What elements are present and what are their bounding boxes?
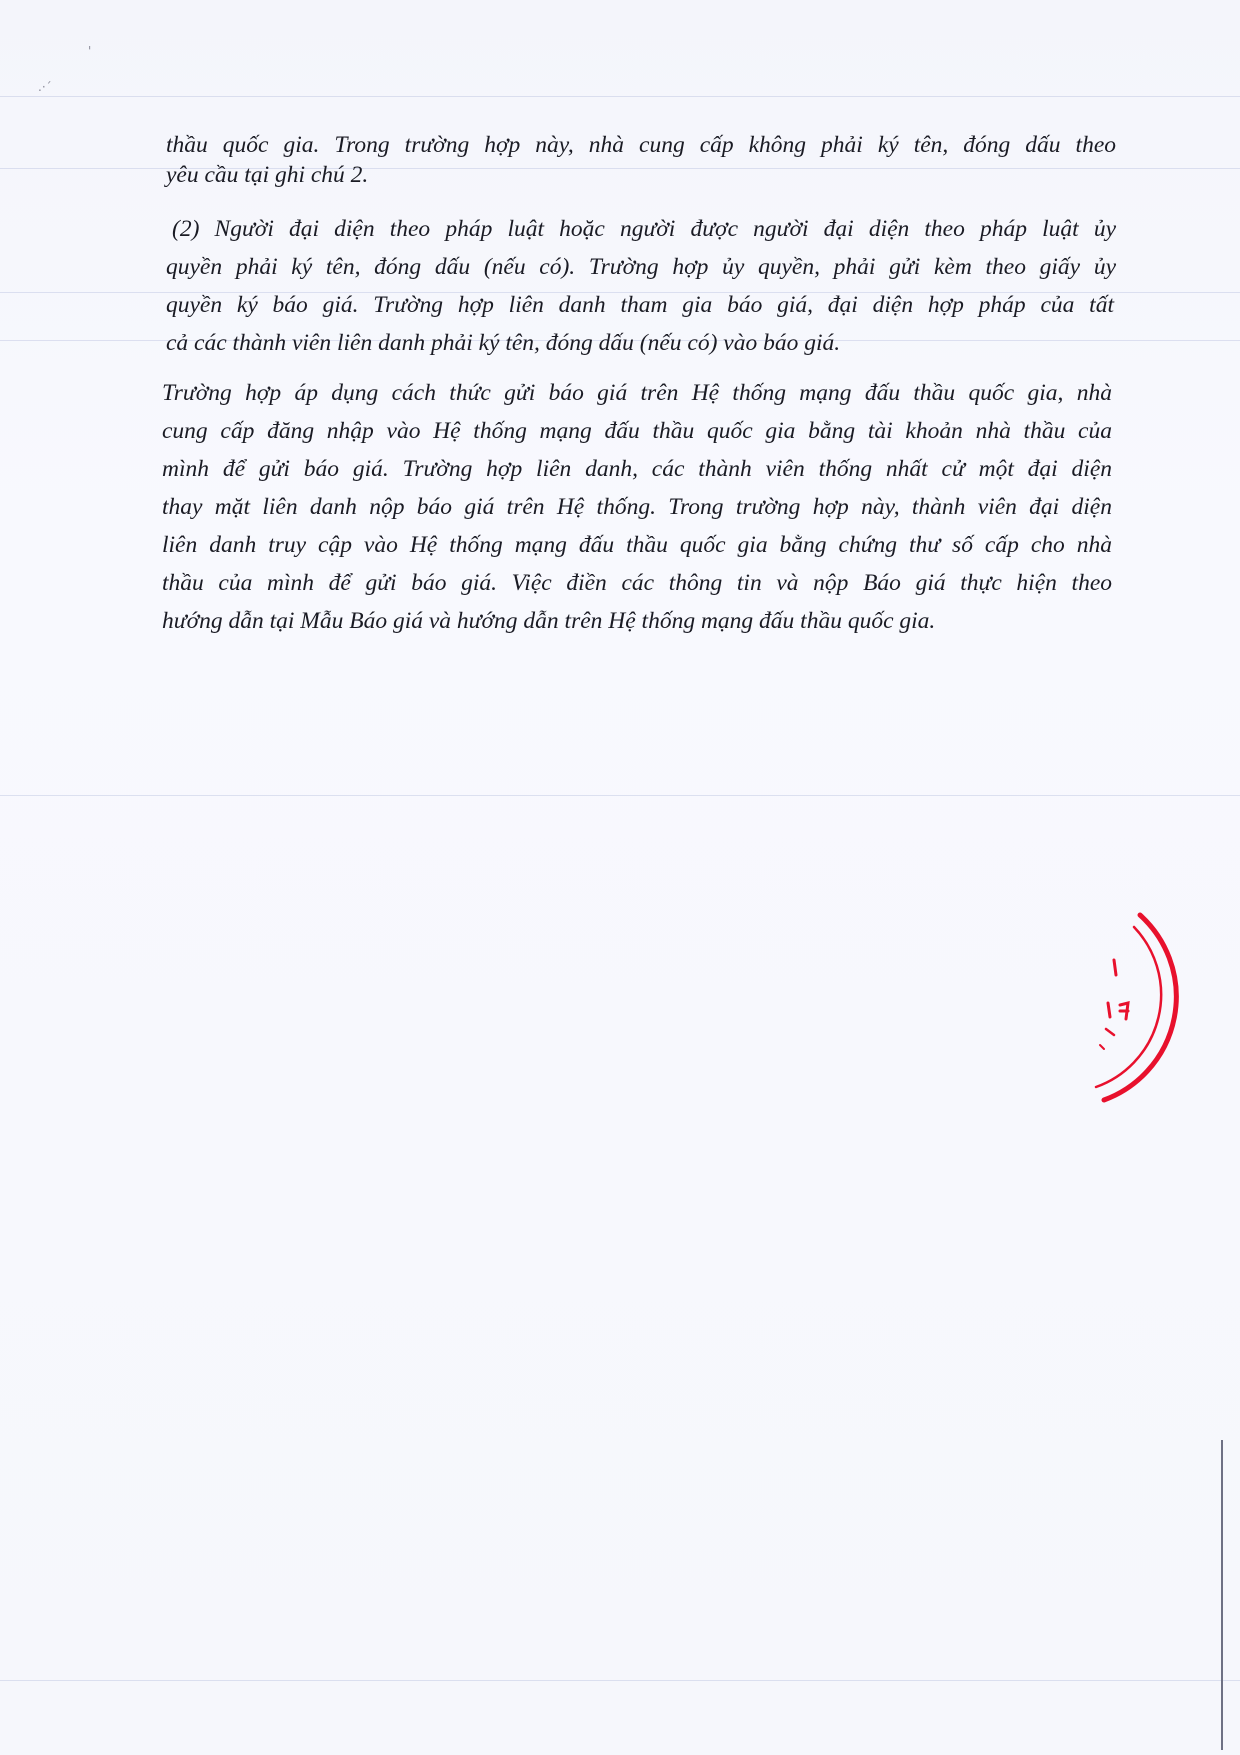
text-line: quyền phải ký tên, đóng dấu (nếu có). Trường hợp ủy quyền, phải gửi kèm theo giấy ủy xyxy=(166,254,1116,280)
scan-speck: .·´ xyxy=(38,80,52,94)
text-line: yêu cầu tại ghi chú 2. xyxy=(166,162,369,188)
text-line: thầu của mình để gửi báo giá. Việc điền các thông tin và nộp Báo giá thực hiện theo xyxy=(162,570,1112,596)
scan-speck: ' xyxy=(88,44,92,58)
text-line: Trường hợp áp dụng cách thức gửi báo giá trên Hệ thống mạng đấu thầu quốc gia, nhà xyxy=(162,380,1112,406)
text-line: thay mặt liên danh nộp báo giá trên Hệ thống. Trong trường hợp này, thành viên đại diện xyxy=(162,494,1112,520)
red-seal-stamp-partial xyxy=(1080,905,1180,1105)
text-line: liên danh truy cập vào Hệ thống mạng đấu thầu quốc gia bằng chứng thư số cấp cho nhà xyxy=(162,532,1112,558)
text-line: thầu quốc gia. Trong trường hợp này, nhà cung cấp không phải ký tên, đóng dấu theo xyxy=(166,132,1116,158)
text-line: quyền ký báo giá. Trường hợp liên danh tham gia báo giá, đại diện hợp pháp của tất xyxy=(166,292,1114,318)
text-line: cung cấp đăng nhập vào Hệ thống mạng đấu thầu quốc gia bằng tài khoản nhà thầu của xyxy=(162,418,1112,444)
text-line: hướng dẫn tại Mẫu Báo giá và hướng dẫn trên Hệ thống mạng đấu thầu quốc gia. xyxy=(162,608,936,634)
text-line: cả các thành viên liên danh phải ký tên, đóng dấu (nếu có) vào báo giá. xyxy=(166,330,841,356)
text-line: (2) Người đại diện theo pháp luật hoặc người được người đại diện theo pháp luật ủy xyxy=(172,216,1116,242)
text-line: mình để gửi báo giá. Trường hợp liên danh, các thành viên thống nhất cử một đại diện xyxy=(162,456,1112,482)
